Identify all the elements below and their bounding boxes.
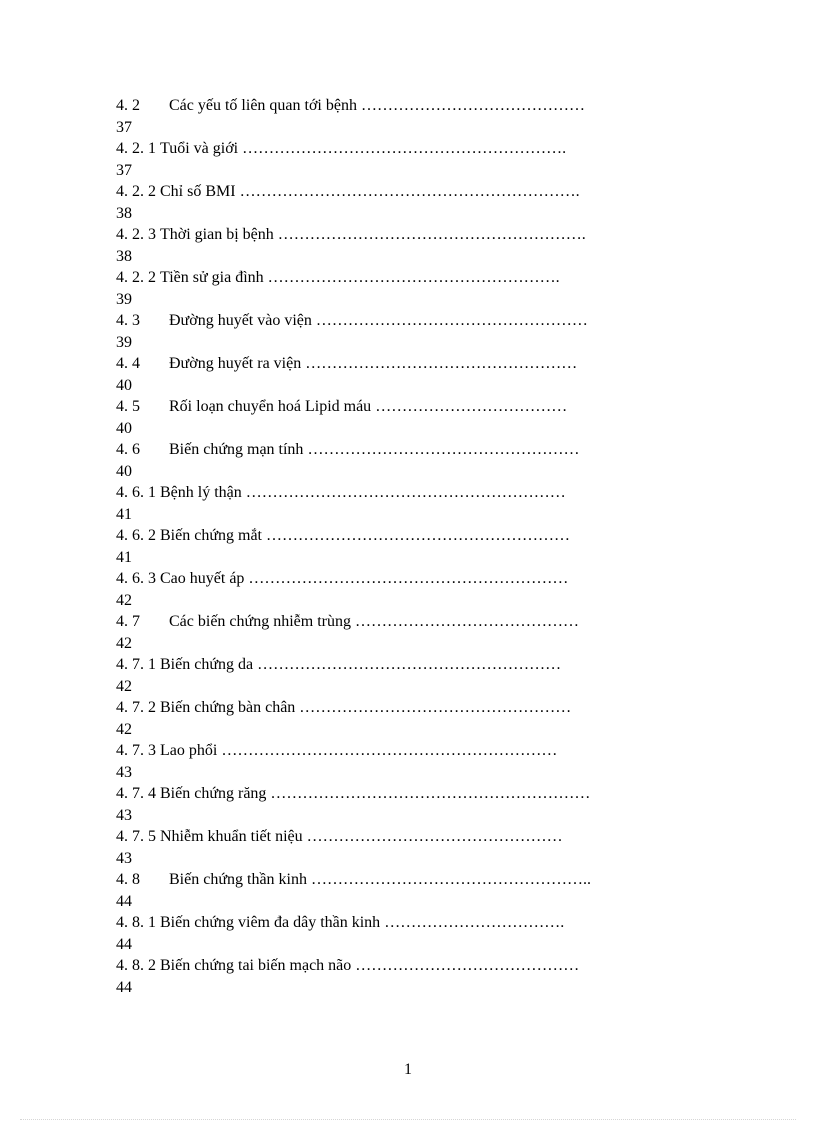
toc-entry-number: 4. 7. 5	[116, 828, 156, 845]
toc-entry-leader: …………………………………………………	[257, 656, 562, 673]
toc-entry-line	[116, 654, 716, 676]
toc-entry-title: Đường huyết ra viện	[169, 355, 302, 372]
toc-entry-number: 4. 3	[116, 312, 140, 329]
toc-entry	[116, 568, 716, 611]
toc-entry-page: 43	[116, 806, 132, 824]
toc-entry-leader: ……………………………………………	[307, 441, 580, 458]
toc-entry-line	[116, 611, 716, 633]
toc-entry-line	[116, 955, 716, 977]
toc-entry	[116, 181, 716, 224]
toc-entry-leader: ………………………………………………….	[277, 226, 586, 243]
page-number: 1	[404, 1061, 412, 1078]
toc-entry-line	[116, 912, 716, 934]
toc-entry-number: 4. 2	[116, 97, 140, 114]
toc-entry-line	[116, 482, 716, 504]
toc-entry-number: 4. 6. 2	[116, 527, 156, 544]
toc-entry-title: Biến chứng da	[160, 656, 254, 673]
toc-entry-page: 42	[116, 720, 132, 738]
toc-entry-title: Biến chứng mạn tính	[169, 441, 304, 458]
toc-entry-number: 4. 5	[116, 398, 140, 415]
toc-entry-number: 4. 7. 2	[116, 699, 156, 716]
toc-entry-page: 37	[116, 118, 132, 136]
toc-entry-number: 4. 7	[116, 613, 140, 630]
toc-entry	[116, 955, 716, 998]
toc-entry-page: 39	[116, 333, 132, 351]
toc-entry-line	[116, 396, 716, 418]
toc-entry-title: Biến chứng mắt	[160, 527, 262, 544]
toc-entry-page: 38	[116, 204, 132, 222]
toc-entry-number: 4. 4	[116, 355, 140, 372]
toc-entry	[116, 267, 716, 310]
page-bottom-border	[20, 1119, 796, 1120]
toc-entry-number: 4. 2. 3	[116, 226, 156, 243]
toc-entry-title: Tiền sử gia đình	[160, 269, 264, 286]
toc-entry-page: 44	[116, 935, 132, 953]
toc-entry-line	[116, 95, 716, 117]
toc-entry-number: 4. 8. 2	[116, 957, 156, 974]
toc-entry	[116, 783, 716, 826]
toc-entry	[116, 439, 716, 482]
toc-entry-line	[116, 740, 716, 762]
toc-entry-number: 4. 6. 1	[116, 484, 156, 501]
toc-entry-line	[116, 525, 716, 547]
toc-entry-title: Biến chứng viêm đa dây thần kinh	[160, 914, 381, 931]
toc-entry-leader: ……………………………………	[355, 957, 580, 974]
toc-entry-number: 4. 7. 4	[116, 785, 156, 802]
toc-entry-leader: ……………………………………………	[299, 699, 572, 716]
toc-entry-number: 4. 2. 2	[116, 183, 156, 200]
toc-entry	[116, 869, 716, 912]
toc-entry-leader: ………………………………………………………	[221, 742, 558, 759]
toc-entry-number: 4. 7. 1	[116, 656, 156, 673]
toc-entry-title: Các yếu tố liên quan tới bệnh	[169, 97, 357, 114]
toc-entry-number: 4. 2. 2	[116, 269, 156, 286]
toc-entry-leader: ………………………………	[375, 398, 568, 415]
toc-entry-leader: ……………………………………………………….	[239, 183, 580, 200]
toc-entry-line	[116, 353, 716, 375]
toc-entry-title: Các biến chứng nhiễm trùng	[169, 613, 351, 630]
toc-entry-title: Biến chứng tai biến mạch não	[160, 957, 352, 974]
toc-entry-title: Nhiễm khuẩn tiết niệu	[160, 828, 303, 845]
toc-entry-leader: …………………………….	[384, 914, 565, 931]
toc-entry-page: 42	[116, 634, 132, 652]
toc-entry	[116, 310, 716, 353]
toc-entry	[116, 912, 716, 955]
toc-entry-page: 41	[116, 505, 132, 523]
toc-entry-page: 44	[116, 892, 132, 910]
toc-entry	[116, 138, 716, 181]
toc-entry	[116, 525, 716, 568]
toc-entry-leader: …………………………………………………	[265, 527, 570, 544]
toc-entry-page: 40	[116, 376, 132, 394]
toc-entry-leader: ……………………………………………………	[270, 785, 591, 802]
toc-entry-number: 4. 2. 1	[116, 140, 156, 157]
toc-entry-title: Biến chứng thần kinh	[169, 871, 307, 888]
toc-entry-line	[116, 439, 716, 461]
toc-entry	[116, 353, 716, 396]
toc-entry-number: 4. 6. 3	[116, 570, 156, 587]
toc-entry-leader: ……………………………………………….	[267, 269, 560, 286]
toc-entry-page: 38	[116, 247, 132, 265]
toc-entry	[116, 826, 716, 869]
toc-entry-page: 39	[116, 290, 132, 308]
toc-entry-leader: ……………………………………	[354, 613, 579, 630]
toc-entry	[116, 95, 716, 138]
toc-entry-line	[116, 869, 716, 891]
toc-entry	[116, 482, 716, 525]
toc-entry-number: 4. 7. 3	[116, 742, 156, 759]
toc-entry-leader: ……………………………………………………	[245, 484, 566, 501]
toc-entry-line	[116, 267, 716, 289]
toc-entry-title: Biến chứng răng	[160, 785, 267, 802]
toc-entry	[116, 396, 716, 439]
toc-entry-page: 44	[116, 978, 132, 996]
toc-entry	[116, 224, 716, 267]
toc-entry-page: 42	[116, 591, 132, 609]
toc-entry-leader: ……………………………………………………	[248, 570, 569, 587]
toc-entry-title: Tuổi và giới	[160, 140, 239, 157]
toc-entry-title: Cao huyết áp	[160, 570, 245, 587]
toc-entry-line	[116, 310, 716, 332]
toc-entry-leader: ……………………………………	[360, 97, 585, 114]
toc-entry-title: Thời gian bị bệnh	[160, 226, 274, 243]
toc-entry-line	[116, 138, 716, 160]
toc-entry-page: 43	[116, 763, 132, 781]
toc-entry-page: 40	[116, 462, 132, 480]
toc-entry-page: 42	[116, 677, 132, 695]
toc-entry-page: 41	[116, 548, 132, 566]
toc-entry-leader: …………………………………………………….	[242, 140, 567, 157]
toc-entry-number: 4. 8. 1	[116, 914, 156, 931]
toc-entry-leader: …………………………………………	[306, 828, 563, 845]
toc-entry-line	[116, 697, 716, 719]
toc-entry-title: Bệnh lý thận	[160, 484, 242, 501]
toc-entry-line	[116, 181, 716, 203]
table-of-contents	[116, 95, 716, 998]
toc-entry-number: 4. 8	[116, 871, 140, 888]
toc-entry-page: 40	[116, 419, 132, 437]
toc-entry-line	[116, 783, 716, 805]
toc-entry-title: Đường huyết vào viện	[169, 312, 312, 329]
toc-entry-line	[116, 826, 716, 848]
toc-entry	[116, 611, 716, 654]
toc-entry	[116, 654, 716, 697]
toc-entry	[116, 740, 716, 783]
toc-entry-title: Chỉ số BMI	[160, 183, 236, 200]
toc-entry-leader: ……………………………………………..	[310, 871, 591, 888]
toc-entry-line	[116, 568, 716, 590]
toc-entry-title: Lao phổi	[160, 742, 218, 759]
toc-entry-title: Rối loạn chuyển hoá Lipid máu	[169, 398, 372, 415]
toc-entry-page: 43	[116, 849, 132, 867]
toc-entry-line	[116, 224, 716, 246]
toc-entry-page: 37	[116, 161, 132, 179]
toc-entry-leader: ……………………………………………	[315, 312, 588, 329]
toc-entry-number: 4. 6	[116, 441, 140, 458]
toc-entry	[116, 697, 716, 740]
toc-entry-leader: ……………………………………………	[305, 355, 578, 372]
toc-entry-title: Biến chứng bàn chân	[160, 699, 296, 716]
